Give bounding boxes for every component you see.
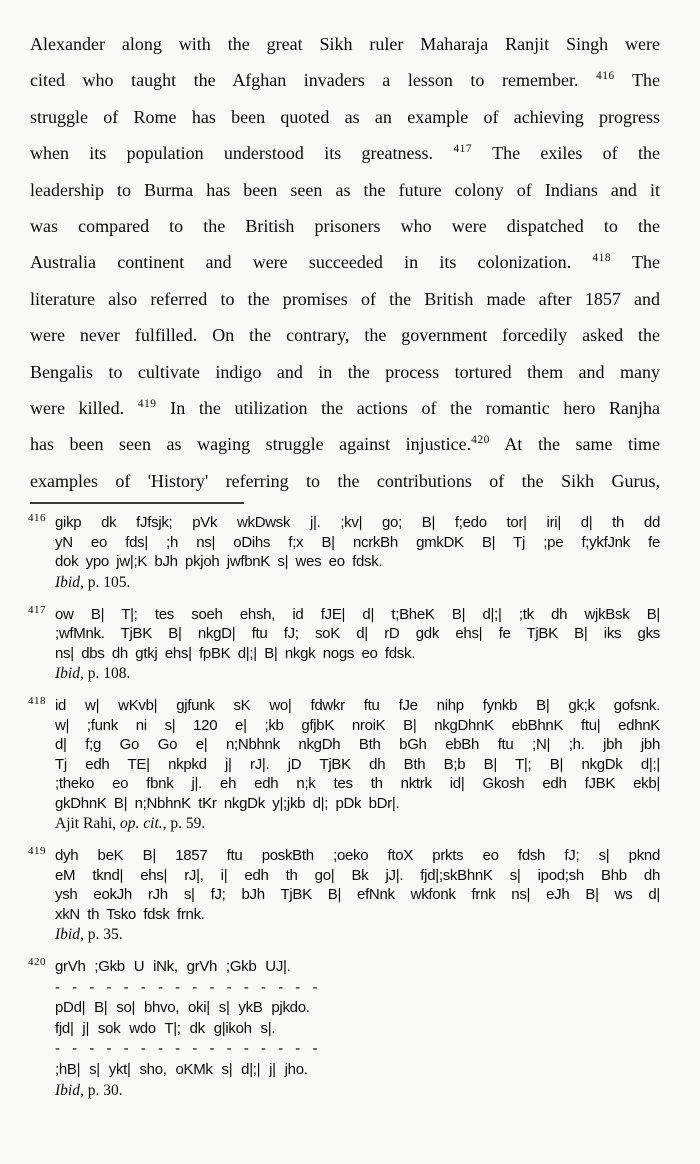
footnote-number: 420 (28, 956, 46, 969)
footnote-text-line: grVh ;Gkb U iNk, grVh ;Gkb UJ|. (55, 958, 291, 976)
footnote-ref-416: 416 (596, 70, 615, 83)
footnote-418 (30, 696, 660, 834)
main-text-line: leadership to Burma has been seen as the future colony of Indians and it (30, 179, 660, 200)
main-text-line: Alexander along with the great Sikh ruler Maharaja Ranjit Singh were (30, 34, 660, 54)
footnote-text-line: xkN th Tsko fdsk frnk. (55, 905, 205, 923)
footnote-text-line: eM tknd| ehs| rJ|, i| edh th go| Bk jJ|. fjd|;skBhnK s| ipod;sh Bhb dh (55, 866, 660, 884)
footnote-dash-line: - - - - - - - - - - - - - - - - (55, 978, 319, 996)
main-text (30, 26, 660, 499)
citation-work-italic: Ibid (55, 665, 80, 683)
footnote-417 (30, 605, 660, 685)
footnote-ref-417: 417 (453, 143, 473, 156)
footnote-text-line: ns| dbs dh gtkj ehs| fpBK d|;| B| nkgk nogs eo fdsk. (55, 644, 416, 662)
footnote-text-line: dyh beK B| 1857 ftu poskBth ;oeko ftoX prkts eo fdsh fJ; s| pknd (55, 847, 660, 865)
footnote-text-line: fjd| j| sok wdo T|; dk g|ikoh s|. (55, 1019, 276, 1037)
footnote-ref-419: 419 (137, 397, 157, 410)
footnote-citation: Ajit Rahi, op. cit., p. 59. (55, 815, 206, 833)
main-text-line: were killed. $^{419}$ In the utilization the actions of the romantic hero Ranjha (30, 397, 661, 418)
main-text-line: were never fulfilled. On the contrary, the government forcedily asked the (30, 325, 660, 346)
main-text-line: cited who taught the Afghan invaders a lesson to remember. $^{416}$ The (30, 70, 660, 91)
citation-work-italic: Ibid (55, 926, 80, 944)
footnote-number: 417 (28, 603, 46, 616)
citation-work-italic: Ibid (55, 573, 80, 591)
footnote-number: 416 (28, 512, 46, 525)
main-text-line: literature also referred to the promises of the British made after 1857 and (30, 288, 660, 309)
main-text-line: has been seen as waging struggle against injustice.$^{420}$ At the same time (30, 434, 660, 455)
footnote-text-line: ow B| T|; tes soeh ehsh, id fJE| d| t;BheK B| d|;| ;tk dh wjkBsk B| (55, 605, 660, 623)
footnote-text-line: ysh eokJh rJh s| fJ; bJh TjBK B| efNnk wkfonk frnk ns| eJh B| ws d| (55, 886, 660, 904)
main-text-line: Bengalis to cultivate indigo and in the process tortured them and many (30, 361, 660, 382)
footnote-ref-420: 420 (471, 434, 490, 447)
footnote-419 (30, 846, 660, 945)
footnote-420 (30, 957, 660, 1101)
footnote-text-line: id w| wKvb| gjfunk sK wo| fdwkr ftu fJe nihp fynkb B| gk;k gofsnk. (55, 697, 660, 715)
footnote-citation: Ibid, p. 108. (55, 665, 131, 683)
citation-work-italic: Ibid (55, 1082, 80, 1100)
footnote-text-line: dok ypo jw|;K bJh pkjoh jwfbnK s| wes eo fdsk. (55, 553, 383, 571)
main-text-line: was compared to the British prisoners who were dispatched to the (30, 215, 660, 236)
footnote-citation: Ibid, p. 105. (55, 573, 131, 591)
footnote-text-line: yN eo fds| ;h ns| oDihs f;x B| ncrkBh gmkDK B| Tj ;pe f;ykfJnk fe (55, 533, 660, 551)
footnote-text-line: pDd| B| so| bhvo, oki| s| ykB pjkdo. (55, 999, 310, 1017)
footnote-416 (30, 513, 660, 593)
main-text-line: when its population understood its greatness. $^{417}$ The exiles of the (30, 143, 660, 164)
footnote-text-line: w| ;funk ni s| 120 e| ;kb gfjbK nroiK B| nkgDhnK ebBhnK ftu| edhnK (55, 716, 660, 734)
footnote-citation: Ibid, p. 30. (55, 1082, 123, 1100)
main-text-line: examples of 'History' referring to the contributions of the Sikh Gurus, (30, 470, 660, 491)
footnote-text-line: Tj edh TE| nkpkd j| rJ|. jD TjBK dh Bth B;b B| T|; B| nkgDk d|;| (55, 755, 660, 773)
footnote-text-line: gikp dk fJfsjk; pVk wkDwsk j|. ;kv| go; B| f;edo tor| iri| d| th dd (55, 514, 660, 532)
footnote-dash-line: - - - - - - - - - - - - - - - - (55, 1040, 319, 1058)
citation-work-italic: op. cit. (120, 815, 163, 833)
footnote-number: 418 (28, 695, 46, 708)
main-text-line: Australia continent and were succeeded in its colonization. $^{418}$ The (30, 252, 660, 273)
footnote-separator (30, 502, 244, 504)
footnote-number: 419 (28, 845, 46, 858)
footnote-ref-418: 418 (592, 252, 612, 265)
footnote-text-line: ;hB| s| ykt| sho, oKMk s| d|;| j| jho. (55, 1060, 308, 1078)
footnote-citation: Ibid, p. 35. (55, 926, 123, 944)
footnote-text-line: gkDhnK B| n;NbhnK tKr nkgDk y|;jkb d|; pDk bDr|. (55, 794, 400, 812)
footnote-text-line: ;wfMnk. TjBK B| nkgD| ftu fJ; soK d| rD gdk ehs| fe TjBK B| iks gks (55, 625, 660, 643)
footnotes (30, 513, 660, 1101)
footnote-text-line: ;theko eo fbnk j|. eh edh n;k tes th nktrk id| Gkosh edh fJBK ekb| (55, 775, 660, 793)
main-text-line: struggle of Rome has been quoted as an example of achieving progress (30, 106, 660, 127)
footnote-text-line: d| f;g Go Go e| n;Nbhnk nkgDh Bth bGh ebBh ftu ;N| ;h. jbh jbh (55, 736, 660, 754)
